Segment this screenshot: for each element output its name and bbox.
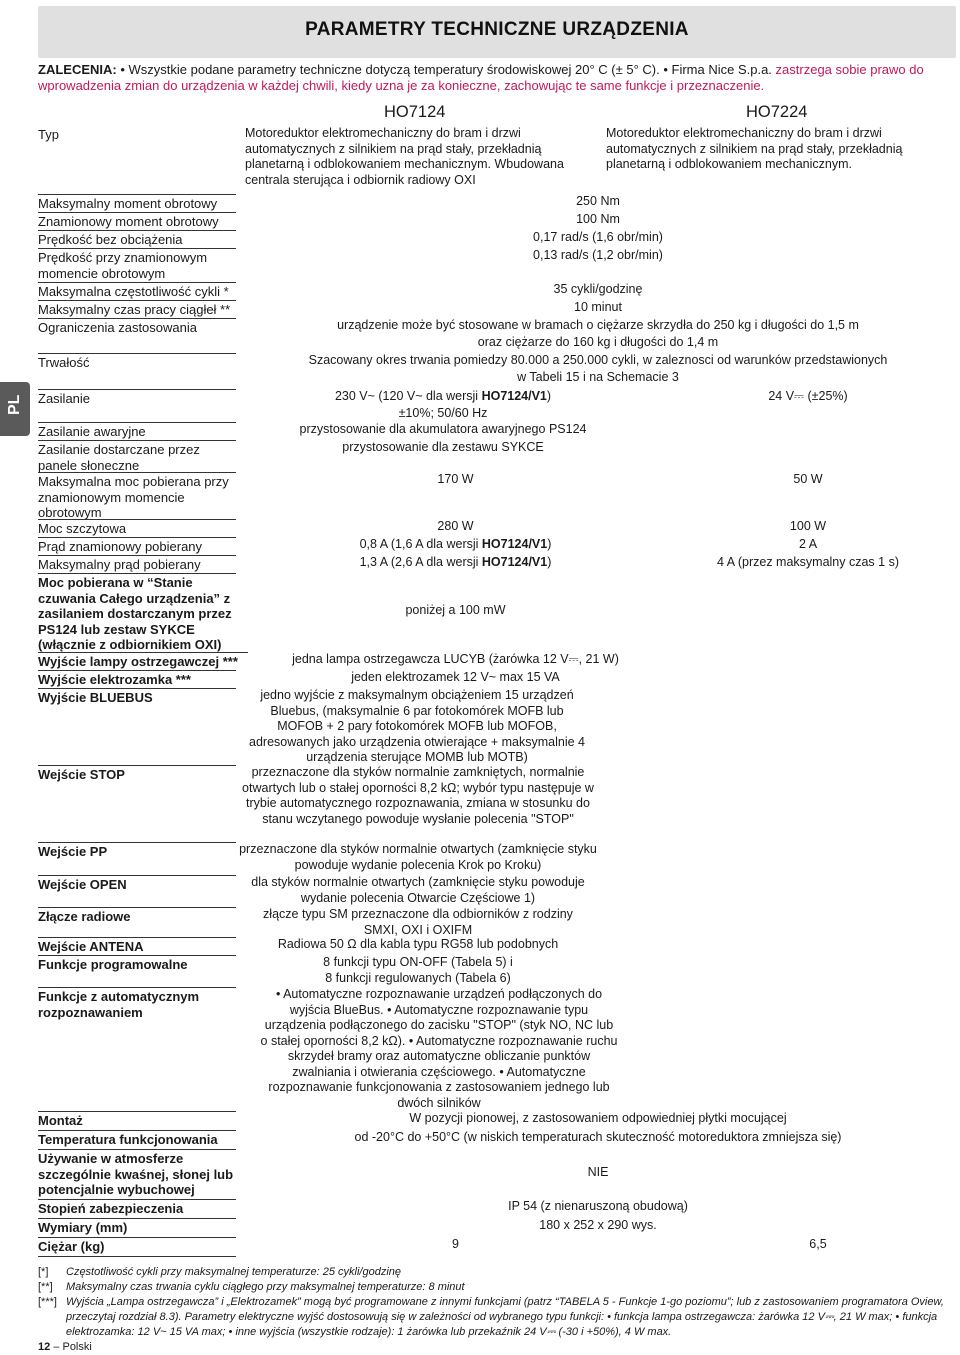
emergency-a: przystosowanie dla akumulatora awaryjnego PS124 <box>299 422 587 436</box>
dims-value: 180 x 252 x 290 wys. <box>539 1218 657 1232</box>
page-language: – Polski <box>50 1341 92 1353</box>
ip-value: IP 54 (z nienaruszoną obudową) <box>508 1199 688 1213</box>
label-temp: Temperatura funkcjonowania <box>38 1130 236 1148</box>
title-bar <box>38 6 956 58</box>
label-limits: Ograniczenia zastosowania <box>38 318 236 336</box>
footnote-3: [***] Wyjścia „Lampa ostrzegawcza” i „Elektrozamek” mogą być programowane z innymi funkcjami (patrz “TABELA 5 - Funkcje 1-go poziomu”; lub z zastosowaniem programatora Oview, przeczytaj rozdział 8.3). Parametry elektryczne wyjść dostosowują się w zależności od wybranego typu funkcji: • funkcja lampa ostrzegawcza: żarówka 12 V⎓, 21 W max; • funkcja elektrozamka: 12 V~ 15 VA max; • inne wyjścia (wszystkie rodzaje): 1 żarówka lub przekaźnik 24 V⎓ (-30 i +50%), 4 W max. <box>38 1296 944 1338</box>
label-antenna: Wejście ANTENA <box>38 937 236 955</box>
max-current-a-text: 1,3 A (2,6 A dla wersji <box>359 555 482 569</box>
stop-a: przeznaczone dla styków normalnie zamkniętych, normalnie otwartych lub o stałej oporności 8,2 kΩ; wybór typu następuje w trybie automatycznego rozpoznawania, zmiana w stosunku do stanu wczytanego powoduje wysłanie polecenia "STOP" <box>242 765 594 826</box>
supply-a-model: HO7124/V1 <box>481 389 547 403</box>
label-max-moment: Maksymalny moment obrotowy <box>38 194 236 212</box>
max-power-b: 50 W <box>793 472 823 486</box>
open-a: dla styków normalnie otwartych (zamknięcie styku powoduje wydanie polecenia Otwarcie Częściowe 1) <box>251 875 585 905</box>
model-a-heading: HO7124 <box>384 103 446 121</box>
radio-a: złącze typu SM przeznaczone dla odbiorników z rodziny SMXI, OXI i OXIFM <box>263 907 573 937</box>
temp-value: od -20°C do +50°C (w niskich temperaturach skuteczność motoreduktora zmniejsza się) <box>354 1130 842 1144</box>
footnotes <box>38 1265 958 1340</box>
label-peak-power: Moc szczytowa <box>38 519 236 537</box>
antenna-a: Radiowa 50 Ω dla kabla typu RG58 lub podobnych <box>277 937 559 951</box>
label-mount: Montaż <box>38 1111 236 1129</box>
label-supply: Zasilanie <box>38 389 236 407</box>
nom-current-a <box>238 537 673 553</box>
weight-b: 6,5 <box>809 1237 827 1251</box>
label-lock: Wyjście elektrozamka *** <box>38 670 236 688</box>
peak-power-b: 100 W <box>789 519 827 533</box>
label-pp: Wejście PP <box>38 842 236 860</box>
max-current-b: 4 A (przez maksymalny czas 1 s) <box>716 555 899 569</box>
table-bottom-rule <box>38 1256 236 1257</box>
durability-value-1: Szacowany okres trwania pomiedzy 80.000 a 250.000 cykli, w zaleznosci od warunków przedstawionych <box>308 353 888 367</box>
nom-current-a-model: HO7124/V1 <box>481 537 548 551</box>
lock-a: jeden elektrozamek 12 V~ max 15 VA <box>351 670 560 684</box>
durability-value-2: w Tabeli 15 i na Schemacie 3 <box>517 370 679 384</box>
max-current-a-close: ) <box>547 555 552 569</box>
env-value: NIE <box>587 1165 609 1179</box>
label-weight: Ciężar (kg) <box>38 1237 236 1255</box>
notice <box>38 62 958 94</box>
solar-a: przystosowanie dla zestawu SYKCE <box>342 440 544 454</box>
max-current-a <box>238 555 673 571</box>
nom-current-a-close: ) <box>547 537 552 551</box>
limits-value-2: oraz ciężarze do 160 kg i długości do 1,4 m <box>477 335 719 349</box>
supply-a <box>238 389 648 405</box>
label-emergency: Zasilanie awaryjne <box>38 422 236 440</box>
nom-moment-value: 100 Nm <box>576 212 620 226</box>
max-moment-value: 250 Nm <box>576 194 620 208</box>
label-stop: Wejście STOP <box>38 765 236 783</box>
label-bluebus: Wyjście BLUEBUS <box>38 688 236 706</box>
page-number: 12 <box>38 1341 51 1353</box>
notice-text-2: zastrzega sobie prawo do wprowadzenia zmian do urządzenia w każdej chwili, kiedy uzna je za konieczne, zachowując te same funkcje i przeznaczenie. <box>38 62 924 93</box>
label-standby: Moc pobierana w “Stanie czuwania Całego urządzenia” z zasilaniem dostarczanym przez PS124 lub zestaw SYKCE (włącznie z odbiornikiem OXI) <box>38 573 236 653</box>
label-speed-nom: Prędkość przy znamionowym momencie obrotowym <box>38 248 236 281</box>
language-tab: PL <box>0 382 30 436</box>
max-current-a-model: HO7124/V1 <box>481 555 548 569</box>
label-durability: Trwałość <box>38 353 236 371</box>
label-time: Maksymalny czas pracy ciągłeł ** <box>38 300 236 318</box>
speed-free-value: 0,17 rad/s (1,6 obr/min) <box>533 230 663 244</box>
time-value: 10 minut <box>574 300 622 314</box>
label-ip: Stopień zabezpieczenia <box>38 1199 236 1217</box>
typ-a: Motoreduktor elektromechaniczny do bram i drzwi automatycznych z silnikiem na prąd stały, przekładnią planetarną i odblokowaniem mechanicznym. Wbudowana centrala sterująca i odbiornik radiowy OXI <box>245 126 564 187</box>
label-nom-moment: Znamionowy moment obrotowy <box>38 212 236 230</box>
typ-b: Motoreduktor elektromechaniczny do bram i drzwi automatycznych z silnikiem na prąd stały, przekładnią planetarną i odblokowaniem mechanicznym. <box>606 126 903 171</box>
supply-a-close: ) <box>546 389 552 403</box>
page-footer <box>38 1341 92 1353</box>
notice-lead: ZALECENIA: <box>38 62 117 77</box>
prog-a: 8 funkcji typu ON-OFF (Tabela 5) i 8 funkcji regulowanych (Tabela 6) <box>323 955 513 985</box>
supply-a-text: 230 V~ (120 V~ dla wersji <box>334 389 482 403</box>
limits-value-1: urządzenie może być stosowane w bramach o ciężarze skrzydła do 250 kg i długości do 1,5 m <box>337 318 859 332</box>
model-b-heading: HO7224 <box>746 103 808 121</box>
peak-power-a: 280 W <box>437 519 474 533</box>
label-lamp: Wyjście lampy ostrzegawczej *** <box>38 652 248 670</box>
label-dims: Wymiary (mm) <box>38 1218 236 1236</box>
speed-nom-value: 0,13 rad/s (1,2 obr/min) <box>533 248 663 262</box>
weight-a: 9 <box>452 1237 459 1251</box>
mount-value: W pozycji pionowej, z zastosowaniem odpowiedniej płytki mocującej <box>409 1111 787 1125</box>
label-speed-free: Prędkość bez obciążenia <box>38 230 236 248</box>
nom-current-b: 2 A <box>798 537 818 551</box>
label-freq: Maksymalna częstotliwość cykli * <box>38 282 236 300</box>
lamp-a: jedna lampa ostrzegawcza LUCYB (żarówka 12 V⎓, 21 W) <box>292 652 619 666</box>
page-title: PARAMETRY TECHNICZNE URZĄDZENIA <box>305 19 689 40</box>
auto-a: • Automatyczne rozpoznawanie urządzeń podłączonych do wyjścia BlueBus. • Automatyczne rozpoznawanie typu urządzenia podłączonego do zacisku "STOP" (styk NO, NC lub o stałej oporności 8,2 kΩ). • Automatyczne rozpoznawanie ruchu skrzydeł bramy oraz automatyczne obliczanie punktów zwalniania i otwierania częściowego. • Automatyczne rozpoznawanie funkcjonowania z zastosowaniem jednego lub dwóch silników <box>260 987 618 1110</box>
bluebus-a: jedno wyjście z maksymalnym obciążeniem 15 urządzeń Bluebus, (maksymalnie 6 par fotokomórek MOFB lub MOFOB + 2 pary fotokomórek MOFB lub MOFOB, adresowanych jako urządzenia otwierające + maksymalnie 4 urządzenia sterujące MOMB lub MOTB) <box>249 688 585 764</box>
footnote-1: [*] Częstotliwość cykli przy maksymalnej temperaturze: 25 cykli/godzinę <box>38 1266 402 1278</box>
label-solar: Zasilanie dostarczane przez panele słoneczne <box>38 440 236 473</box>
label-radio: Złącze radiowe <box>38 907 236 925</box>
footnote-2: [**] Maksymalny czas trwania cyklu ciągłego przy maksymalnej temperaturze: 8 minut <box>38 1281 465 1293</box>
standby-a: poniżej a 100 mW <box>405 603 506 617</box>
pp-a: przeznaczone dla styków normalnie otwartych (zamknięcie styku powoduje wydanie polecenia Krok po Kroku) <box>239 842 597 872</box>
nom-current-a-text: 0,8 A (1,6 A dla wersji <box>359 537 482 551</box>
label-typ: Typ <box>38 127 59 142</box>
supply-b: 24 V⎓ (±25%) <box>768 389 848 403</box>
freq-value: 35 cykli/godzinę <box>553 282 643 296</box>
label-nom-current: Prąd znamionowy pobierany <box>38 537 236 555</box>
notice-text-1: • Wszystkie podane parametry techniczne dotyczą temperatury środowiskowej 20° C (± 5° C). • Firma Nice S.p.a. <box>116 62 772 77</box>
label-max-current: Maksymalny prąd pobierany <box>38 555 236 573</box>
supply-a-freq: ±10%; 50/60 Hz <box>398 406 488 420</box>
label-max-power: Maksymalna moc pobierana przy znamionowym momencie obrotowym <box>38 472 236 521</box>
label-auto: Funkcje z automatycznym rozpoznawaniem <box>38 987 236 1020</box>
label-prog: Funkcje programowalne <box>38 955 236 973</box>
max-power-a: 170 W <box>437 472 474 486</box>
label-env: Używanie w atmosferze szczególnie kwaśnej, słonej lub potencjalnie wybuchowej <box>38 1149 236 1198</box>
label-open: Wejście OPEN <box>38 875 236 893</box>
